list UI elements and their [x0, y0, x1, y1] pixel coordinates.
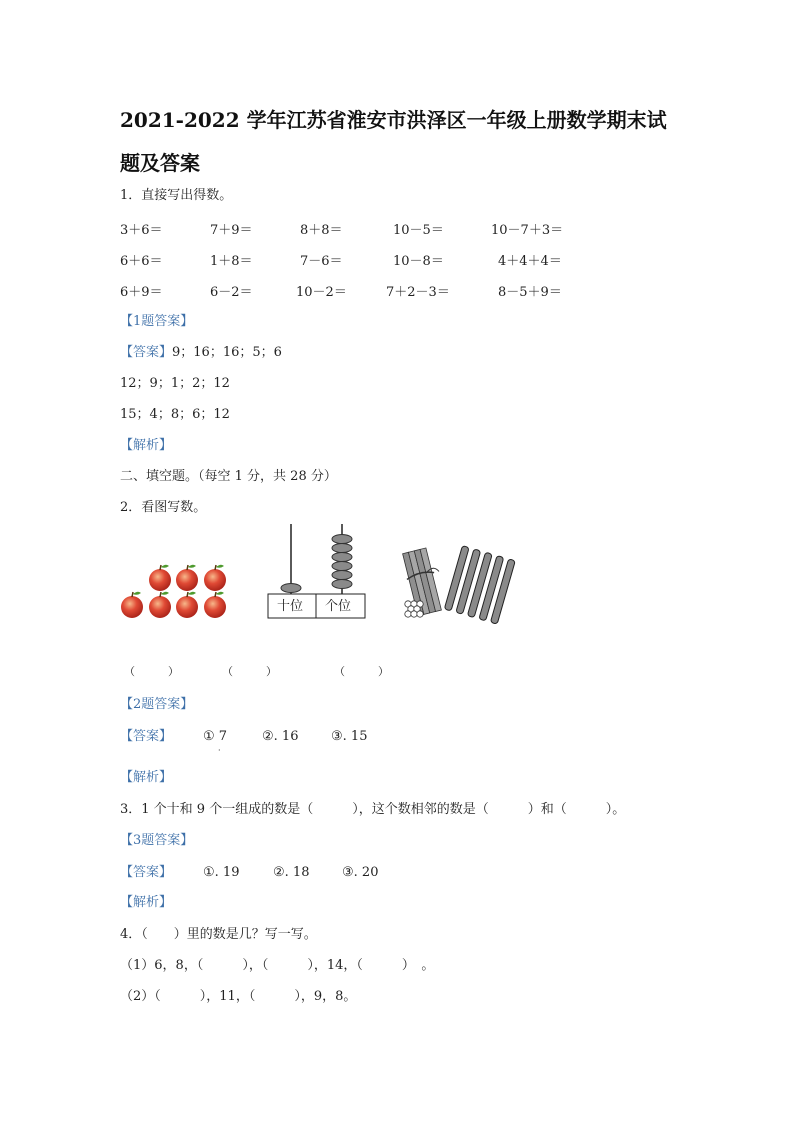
- equation: 4＋4＋4＝: [498, 254, 562, 269]
- q1-answer-row3: 15；4；8；6；12: [120, 407, 230, 422]
- equation: 7＋2－3＝: [386, 285, 450, 300]
- apple-icon: [204, 565, 226, 591]
- equation: 10－5＝: [393, 223, 444, 238]
- q2-answer-1: ① 7: [203, 729, 228, 744]
- answer-label: 【答案】: [120, 345, 173, 360]
- q3-answer-3: ③. 20: [342, 865, 379, 880]
- answer-values: 9；16；16；5；6: [172, 345, 282, 360]
- q1-heading: 1．直接写出得数。: [120, 188, 233, 203]
- abacus-ones-label: 个位: [325, 599, 352, 614]
- q2-heading: 2．看图写数。: [120, 500, 207, 515]
- doc-title-line2: 题及答案: [120, 151, 200, 175]
- equation: 7＋9＝: [210, 223, 253, 238]
- apple-icon: [176, 592, 198, 618]
- q1-analysis-tag: 【解析】: [120, 438, 173, 453]
- q1-answer-row2: 12；9；1；2；12: [120, 376, 230, 391]
- q3-answer-tag: 【3题答案】: [120, 833, 194, 848]
- answer-label: 【答案】: [120, 729, 173, 744]
- equation: 1＋8＝: [210, 254, 253, 269]
- abacus-tens-label: 十位: [277, 599, 304, 614]
- equation: 8＋8＝: [300, 223, 343, 238]
- q1-answer-row1: [120, 344, 282, 362]
- equation: 10－8＝: [393, 254, 444, 269]
- abacus-bead: [332, 580, 352, 589]
- equation: 7－6＝: [300, 254, 343, 269]
- apple-icon: [149, 565, 171, 591]
- q2-answer-3: ③. 15: [331, 729, 368, 744]
- apples-figure: [118, 565, 233, 625]
- abacus-bead: [332, 553, 352, 562]
- q2-analysis-tag: 【解析】: [120, 770, 173, 785]
- q2-blank-1[interactable]: （ ）: [124, 665, 179, 678]
- abacus-bead: [332, 544, 352, 553]
- stick-bundle-icon: [401, 546, 449, 617]
- abacus-bead: [281, 584, 301, 593]
- abacus-bead: [332, 571, 352, 580]
- equation: 8－5＋9＝: [498, 285, 562, 300]
- answer-label: 【答案】: [120, 865, 173, 880]
- q3-question: 3．1 个十和 9 个一组成的数是（ ），这个数相邻的数是（ ）和（ ）。: [120, 802, 626, 817]
- section2-heading: 二、填空题。（每空 1 分，共 28 分）: [120, 469, 337, 484]
- equation: 6＋9＝: [120, 285, 163, 300]
- q3-answer-1: ①. 19: [203, 865, 240, 880]
- q2-answer-tag: 【2题答案】: [120, 697, 194, 712]
- sticks-figure: [400, 546, 530, 621]
- q1-answer-tag: 【1题答案】: [120, 314, 194, 329]
- apple-icon: [121, 592, 143, 618]
- q3-analysis-tag: 【解析】: [120, 895, 173, 910]
- abacus-bead: [332, 535, 352, 544]
- stray-dot: ·: [218, 746, 221, 755]
- q3-answer-2: ②. 18: [273, 865, 310, 880]
- equation: 3＋6＝: [120, 223, 163, 238]
- abacus-bead: [332, 562, 352, 571]
- q2-blank-2[interactable]: （ ）: [222, 665, 277, 678]
- equation: 10－2＝: [296, 285, 347, 300]
- doc-title-line1: 2021-2022 学年江苏省淮安市洪泽区一年级上册数学期末试: [120, 108, 667, 132]
- equation: 6－2＝: [210, 285, 253, 300]
- apple-icon: [204, 592, 226, 618]
- apple-icon: [149, 592, 171, 618]
- equation: 6＋6＝: [120, 254, 163, 269]
- q4-line-2: （2）（ ），11，（ ），9，8。: [120, 989, 357, 1004]
- equation: 10－7＋3＝: [491, 223, 564, 238]
- q4-line-1: （1）6，8，（ ），（ ），14，（ ） 。: [120, 958, 435, 973]
- apple-icon: [176, 565, 198, 591]
- q2-blank-3[interactable]: （ ）: [334, 665, 389, 678]
- q4-heading: 4．（ ）里的数是几？写一写。: [120, 927, 317, 942]
- q2-answer-2: ②. 16: [262, 729, 299, 744]
